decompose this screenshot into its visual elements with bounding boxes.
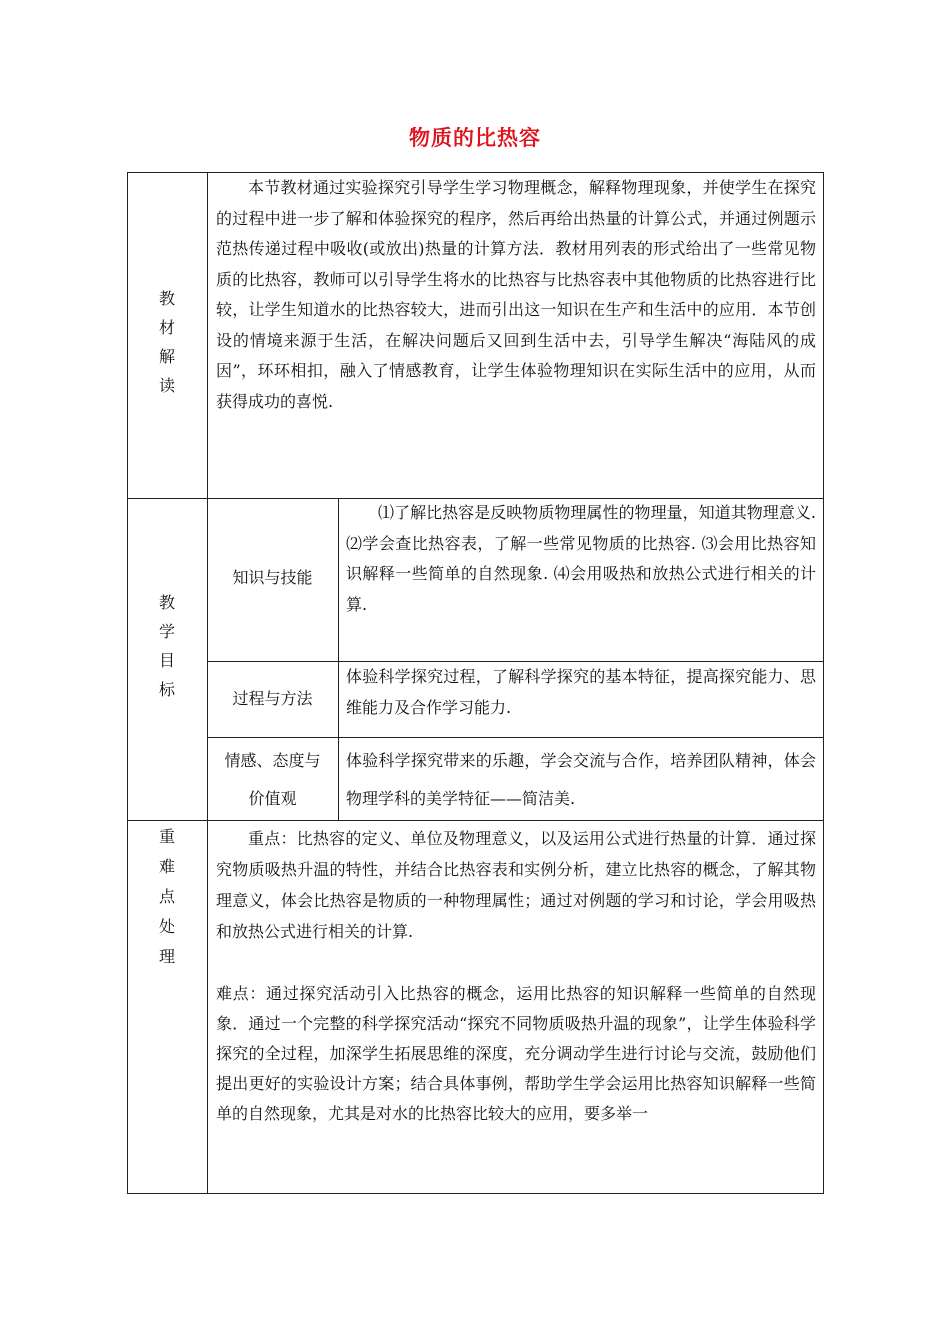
textbook-content: 本节教材通过实验探究引导学生学习物理概念，解释物理现象，并使学生在探究的过程中进一步了解和体验探究的程序，然后再给出热量的计算公式，并通过例题示范热传递过程中吸收(或放出)热量的计算方法．教材用列表的形式给出了一些常见物质的比热容，教师可以引导学生将水的比热容与比热容表中其他物质的比热容进行比较，让学生知道水的比热容较大，进而引出这一知识在生产和生活中的应用．本节创设的情境来源于生活，在解决问题后又回到生活中去，引导学生解决“海陆风的成因”，环环相扣，融入了情感教育，让学生体验物理知识在实际生活中的应用，从而获得成功的喜悦. <box>216 178 816 411</box>
goal-process-label: 过程与方法 <box>232 689 313 708</box>
table-divider <box>207 737 824 738</box>
hard-points-content: 难点：通过探究活动引入比热容的概念，运用比热容的知识解释一些简单的自然现象．通过一个完整的科学探究活动“探究不同物质吸热升温的现象”，让学生体验科学探究的全过程，加深学生拓展思维的深度，充分调动学生进行讨论与交流，鼓励他们提出更好的实验设计方案；结合具体事例，帮助学生学会运用比热容知识解释一些简单的自然现象，尤其是对水的比热容比较大的应用，要多举一 <box>216 984 816 1123</box>
goal-process-content: 体验科学探究过程，了解科学探究的基本特征，提高探究能力、思维能力及合作学习能力. <box>346 667 816 717</box>
goals-label: 教 学 目 标 <box>158 593 175 699</box>
goal-attitude-label: 情感、态度与 价值观 <box>224 751 321 808</box>
goal-knowledge-content: ⑴了解比热容是反映物质物理属性的物理量，知道其物理意义. ⑵学会查比热容表，了解一些常见物质的比热容. ⑶会用比热容知识解释一些简单的自然现象. ⑷会用吸热和放热公式进行相关的计算. <box>346 503 816 614</box>
page-title: 物质的比热容 <box>409 126 541 150</box>
difficulty-label: 重 难 点 处 理 <box>158 827 175 966</box>
goal-knowledge-label: 知识与技能 <box>232 568 313 587</box>
table-divider <box>338 498 339 820</box>
goal-attitude-content: 体验科学探究带来的乐趣，学会交流与合作，培养团队精神，体会物理学科的美学特征——简洁美. <box>346 751 816 808</box>
table-divider <box>127 820 824 821</box>
key-points-content: 重点：比热容的定义、单位及物理意义，以及运用公式进行热量的计算．通过探究物质吸热升温的特性，并结合比热容表和实例分析，建立比热容的概念，了解其物理意义，体会比热容是物质的一种物理属性；通过对例题的学习和讨论，学会用吸热和放热公式进行相关的计算. <box>216 829 816 941</box>
textbook-label: 教 材 解 读 <box>158 289 175 395</box>
